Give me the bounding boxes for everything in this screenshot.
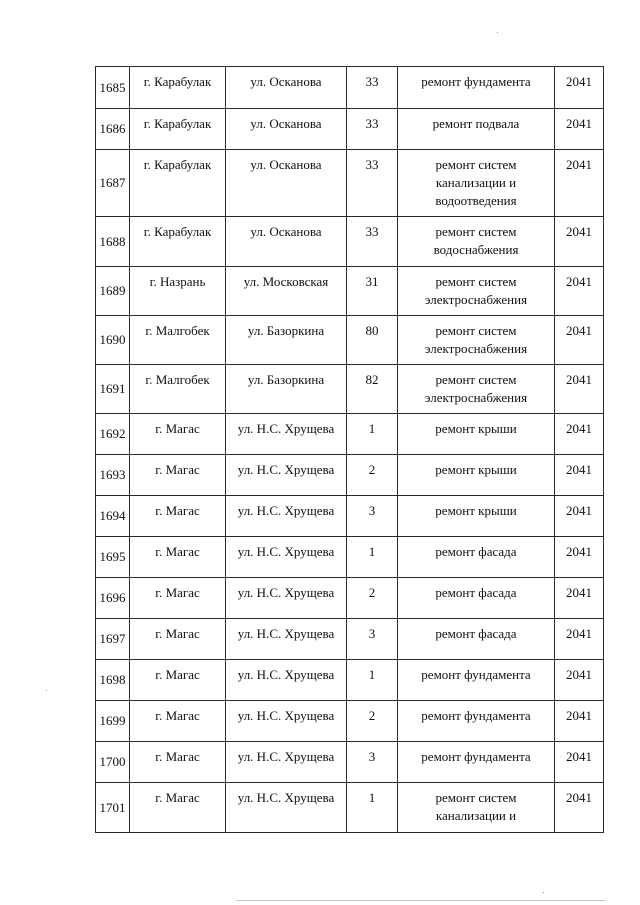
repair-schedule-table: [95, 66, 604, 833]
row-number: 1686: [96, 109, 130, 150]
work-type-cell: ремонт подвала: [398, 109, 555, 150]
work-type-cell: ремонт систем электроснабжения: [398, 316, 555, 365]
row-number: 1701: [96, 783, 130, 833]
street-cell: ул. Н.С. Хрущева: [226, 496, 347, 537]
row-number: 1693: [96, 455, 130, 496]
year-cell: 2041: [555, 109, 604, 150]
row-number: 1691: [96, 365, 130, 414]
table-row: [96, 742, 604, 783]
work-type-cell: ремонт систем электроснабжения: [398, 365, 555, 414]
city-cell: г. Магас: [130, 742, 226, 783]
street-cell: ул. Осканова: [226, 67, 347, 109]
city-cell: г. Назрань: [130, 267, 226, 316]
year-cell: 2041: [555, 150, 604, 217]
city-cell: г. Карабулак: [130, 150, 226, 217]
street-cell: ул. Н.С. Хрущева: [226, 578, 347, 619]
year-cell: 2041: [555, 496, 604, 537]
scan-speck: [497, 32, 498, 33]
table-row: [96, 701, 604, 742]
house-cell: 1: [347, 414, 398, 455]
row-number: 1695: [96, 537, 130, 578]
house-cell: 1: [347, 660, 398, 701]
row-number: 1697: [96, 619, 130, 660]
house-cell: 3: [347, 619, 398, 660]
city-cell: г. Магас: [130, 578, 226, 619]
street-cell: ул. Н.С. Хрущева: [226, 414, 347, 455]
street-cell: ул. Базоркина: [226, 316, 347, 365]
work-type-cell: ремонт фасада: [398, 578, 555, 619]
city-cell: г. Карабулак: [130, 109, 226, 150]
row-number: 1692: [96, 414, 130, 455]
year-cell: 2041: [555, 316, 604, 365]
house-cell: 33: [347, 67, 398, 109]
table-row: [96, 619, 604, 660]
street-cell: ул. Н.С. Хрущева: [226, 783, 347, 833]
row-number: 1688: [96, 217, 130, 267]
row-number: 1690: [96, 316, 130, 365]
table-row: [96, 67, 604, 109]
year-cell: 2041: [555, 701, 604, 742]
city-cell: г. Магас: [130, 455, 226, 496]
scan-speck: [543, 892, 544, 893]
table-row: [96, 537, 604, 578]
year-cell: 2041: [555, 537, 604, 578]
table-row: [96, 365, 604, 414]
city-cell: г. Магас: [130, 619, 226, 660]
work-type-cell: ремонт фундамента: [398, 67, 555, 109]
work-type-cell: ремонт крыши: [398, 414, 555, 455]
row-number: 1698: [96, 660, 130, 701]
work-type-cell: ремонт фасада: [398, 619, 555, 660]
row-number: 1700: [96, 742, 130, 783]
year-cell: 2041: [555, 217, 604, 267]
table-row: [96, 316, 604, 365]
table-row: [96, 109, 604, 150]
table-row: [96, 578, 604, 619]
city-cell: г. Карабулак: [130, 217, 226, 267]
street-cell: ул. Осканова: [226, 109, 347, 150]
street-cell: ул. Московская: [226, 267, 347, 316]
row-number: 1687: [96, 150, 130, 217]
table-row: [96, 267, 604, 316]
house-cell: 2: [347, 455, 398, 496]
house-cell: 3: [347, 496, 398, 537]
row-number: 1696: [96, 578, 130, 619]
city-cell: г. Магас: [130, 701, 226, 742]
city-cell: г. Малгобек: [130, 365, 226, 414]
year-cell: 2041: [555, 619, 604, 660]
year-cell: 2041: [555, 578, 604, 619]
table-body: [96, 67, 604, 833]
street-cell: ул. Н.С. Хрущева: [226, 537, 347, 578]
work-type-cell: ремонт систем канализации и: [398, 783, 555, 833]
house-cell: 82: [347, 365, 398, 414]
work-type-cell: ремонт фундамента: [398, 742, 555, 783]
table-row: [96, 217, 604, 267]
house-cell: 33: [347, 150, 398, 217]
scan-speck: [46, 690, 47, 691]
street-cell: ул. Осканова: [226, 150, 347, 217]
city-cell: г. Магас: [130, 414, 226, 455]
house-cell: 2: [347, 578, 398, 619]
row-number: 1699: [96, 701, 130, 742]
table-row: [96, 150, 604, 217]
house-cell: 31: [347, 267, 398, 316]
city-cell: г. Магас: [130, 537, 226, 578]
year-cell: 2041: [555, 267, 604, 316]
city-cell: г. Магас: [130, 496, 226, 537]
work-type-cell: ремонт фундамента: [398, 701, 555, 742]
work-type-cell: ремонт систем водоснабжения: [398, 217, 555, 267]
house-cell: 2: [347, 701, 398, 742]
year-cell: 2041: [555, 414, 604, 455]
street-cell: ул. Осканова: [226, 217, 347, 267]
row-number: 1694: [96, 496, 130, 537]
street-cell: ул. Базоркина: [226, 365, 347, 414]
work-type-cell: ремонт систем электроснабжения: [398, 267, 555, 316]
city-cell: г. Магас: [130, 660, 226, 701]
work-type-cell: ремонт крыши: [398, 496, 555, 537]
table-row: [96, 783, 604, 833]
row-number: 1685: [96, 67, 130, 109]
scan-edge-line: [236, 900, 606, 901]
year-cell: 2041: [555, 742, 604, 783]
work-type-cell: ремонт крыши: [398, 455, 555, 496]
year-cell: 2041: [555, 783, 604, 833]
city-cell: г. Магас: [130, 783, 226, 833]
table-row: [96, 496, 604, 537]
work-type-cell: ремонт систем канализации и водоотведения: [398, 150, 555, 217]
year-cell: 2041: [555, 365, 604, 414]
work-type-cell: ремонт фундамента: [398, 660, 555, 701]
year-cell: 2041: [555, 660, 604, 701]
work-type-cell: ремонт фасада: [398, 537, 555, 578]
street-cell: ул. Н.С. Хрущева: [226, 619, 347, 660]
street-cell: ул. Н.С. Хрущева: [226, 742, 347, 783]
city-cell: г. Карабулак: [130, 67, 226, 109]
table-row: [96, 414, 604, 455]
table-row: [96, 455, 604, 496]
street-cell: ул. Н.С. Хрущева: [226, 701, 347, 742]
house-cell: 1: [347, 783, 398, 833]
house-cell: 33: [347, 109, 398, 150]
city-cell: г. Малгобек: [130, 316, 226, 365]
house-cell: 80: [347, 316, 398, 365]
street-cell: ул. Н.С. Хрущева: [226, 455, 347, 496]
row-number: 1689: [96, 267, 130, 316]
house-cell: 33: [347, 217, 398, 267]
year-cell: 2041: [555, 67, 604, 109]
table-row: [96, 660, 604, 701]
house-cell: 1: [347, 537, 398, 578]
street-cell: ул. Н.С. Хрущева: [226, 660, 347, 701]
house-cell: 3: [347, 742, 398, 783]
year-cell: 2041: [555, 455, 604, 496]
